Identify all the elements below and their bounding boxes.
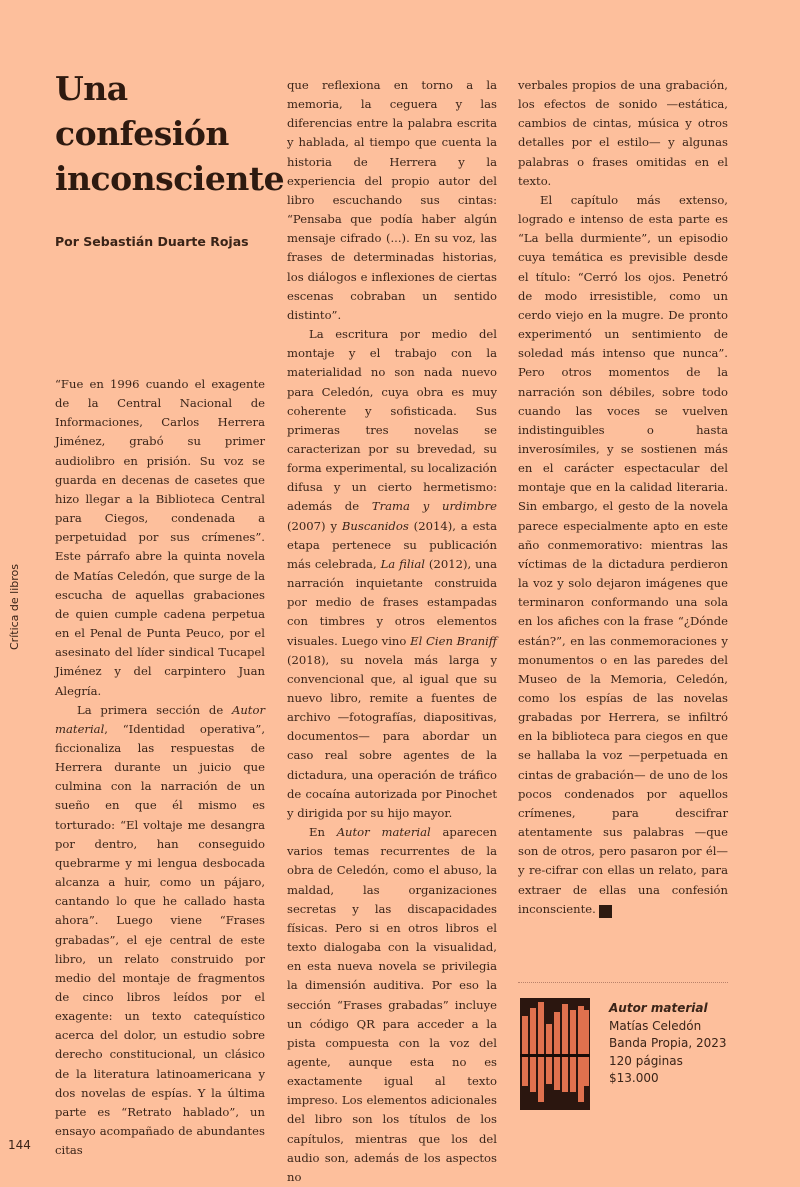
paragraph bbox=[287, 325, 497, 823]
book-info bbox=[609, 1000, 727, 1088]
page-number: 144 bbox=[8, 1138, 31, 1152]
divider bbox=[518, 982, 728, 983]
cover-bar bbox=[538, 1002, 544, 1102]
book-title-italic: Autor material bbox=[336, 825, 431, 840]
text-span: (2012), una narración inquietante construida por medio de frases estampadas con timbres y otros elementos visuales. Luego vino bbox=[287, 556, 497, 648]
paragraph: “Fue en 1996 cuando el exagente de la Central Nacional de Informaciones, Carlos Herrera Jiménez, grabó su primer audiolibro en prisión. Su voz se guarda en decenas de casetes que hizo llegar a la Biblioteca Central para Ciegos, condenada a perpetuidad por sus crímenes”. Este párrafo abre la quinta novela de Matías Celedón, que surge de la escucha de aquellas grabaciones de quien cumple cadena perpetua en el Penal de Punta Peuco, por el asesinato del líder sindical Tucapel Jiménez y del carpintero Juan Alegría. bbox=[55, 377, 265, 698]
paragraph: verbales propios de una grabación, los efectos de sonido —estática, cambios de cintas, música y otros detalles por el estilo— y algunas palabras o frases omitidas en el texto. bbox=[518, 78, 728, 188]
book-title-italic: La filial bbox=[380, 556, 425, 571]
section-label-text: Crítica de libros bbox=[8, 564, 21, 650]
cover-bar bbox=[562, 1004, 568, 1092]
article-title: Una confesión inconsciente bbox=[55, 69, 285, 198]
book-title-italic: Buscanidos bbox=[341, 518, 409, 533]
cover-line bbox=[520, 1054, 590, 1057]
text-span: El capítulo más extenso, logrado e intenso de esta parte es “La bella durmiente”, un episodio cuya temática es previsible desde el título: “Cerró los ojos. Penetró de modo irresistible, como un cerdo viejo en la mugre. De pronto experimentó un sentimiento de soledad más intenso que nunca”. Pero otros momentos de la narración son débiles, sobre todo cuando las voces se vuelven indistinguibles o hasta inverosímiles, y se sostienen más en el carácter espectacular del montaje que en la calidad literaria. Sin embargo, el gesto de la novela parece especialmente apto en este año conmemorativo: mientras las víctimas de la dictadura perdieron la voz y solo dejaron imágenes que terminaron conformando una sola en los afiches con la frase “¿Dónde están?”, en las conmemoraciones y monumentos o en las paredes del Museo de la Memoria, Celedón, como los espías de las novelas grabadas por Herrera, se infiltró en la biblioteca para ciegos en que se hallaba la voz —perpetuada en cintas de grabación— de uno de los pocos condenados por aquellos crímenes, para descifrar atentamente sus palabras —que son de otros, pero pasaron por él— y re-cifrar con ellas un relato, para extraer de ellas una confesión inconsciente. bbox=[518, 192, 728, 916]
column-1 bbox=[55, 375, 265, 1160]
book-title: Autor material bbox=[609, 1001, 708, 1015]
cover-bar bbox=[554, 1012, 560, 1090]
book-pages: 120 páginas bbox=[609, 1053, 683, 1068]
paragraph bbox=[287, 823, 497, 1187]
column-2 bbox=[287, 76, 497, 1187]
section-label bbox=[8, 530, 24, 650]
book-title-italic: Trama y urdimbre bbox=[371, 499, 497, 514]
text-span: (2018), su novela más larga y convencional que, al igual que su nuevo libro, remite a fuentes de archivo —fotografías, diapositivas, documentos— para abordar un caso real sobre agentes de la dictadura, una operación de tráfico de cocaína autorizada por Pinochet y dirigida por su hijo mayor. bbox=[287, 652, 497, 820]
book-author: Matías Celedón bbox=[609, 1018, 702, 1033]
cover-bar bbox=[584, 1010, 589, 1086]
cover-bar bbox=[522, 1016, 528, 1086]
text-span: , “Identidad operativa”, ficcionaliza las respuestas de Herrera durante un juicio que culmina con la narración de un sueño en que él mismo es torturado: “El voltaje me desangra por dentro, han conseguido quebrarme y mi lengua desbocada alcanza a huir, como un pájaro, cantando lo que he callado hasta ahora”. Luego viene “Frases grabadas”, el eje central de este libro, un relato construido por medio del montaje de fragmentos de cinco libros leídos por el exagente: un texto catequístico acerca del dolor, un estudio sobre derecho constitucional, un clásico de la literatura latinoamericana y dos novelas de espías. Y la última parte es “Retrato hablado”, un ensayo acompañado de abundantes citas bbox=[55, 721, 265, 1158]
column-3 bbox=[518, 76, 728, 919]
text-span: (2014), a esta etapa pertenece su publicación más celebrada, bbox=[287, 518, 497, 571]
paragraph bbox=[55, 701, 265, 1161]
text-span: La primera sección de bbox=[77, 702, 232, 717]
end-mark-icon: S bbox=[599, 905, 612, 918]
book-title-italic: Autor material bbox=[55, 702, 265, 736]
cover-bar bbox=[570, 1010, 576, 1092]
book-price: $13.000 bbox=[609, 1071, 659, 1085]
text-span: La escritura por medio del montaje y el trabajo con la materialidad no son nada nuevo para Celedón, cuya obra es muy coherente y sofisticada. Sus primeras tres novelas se caracterizan por su brevedad, su forma experimental, su localización difusa y un cierto hermetismo: además de bbox=[287, 327, 497, 514]
text-span: (2007) y bbox=[287, 518, 342, 533]
book-cover-image bbox=[520, 998, 590, 1110]
book-publisher: Banda Propia, 2023 bbox=[609, 1036, 727, 1050]
byline: Por Sebastián Duarte Rojas bbox=[55, 234, 249, 249]
cover-bar bbox=[530, 1008, 536, 1092]
text-span: aparecen varios temas recurrentes de la obra de Celedón, como el abuso, la maldad, las organizaciones secretas y las discapacidades físicas. Pero si en otros libros el texto dialogaba con la visualidad, en esta nueva novela se privilegia la dimensión auditiva. Por eso la sección “Frases grabadas” incluye un código QR para acceder a la pista compuesta con la voz del agente, aunque esta no es exactamente igual al texto impreso. Los elementos adicionales del libro son los títulos de los capítulos, mientras que los del audio son, además de los aspectos no bbox=[287, 825, 497, 1184]
book-title-italic: El Cien Braniff bbox=[410, 633, 498, 648]
paragraph bbox=[518, 191, 728, 919]
paragraph: que reflexiona en torno a la memoria, la ceguera y las diferencias entre la palabra escrita y hablada, al tiempo que cuenta la historia de Herrera y la experiencia del propio autor del libro escuchando sus cintas: “Pensaba que podía haber algún mensaje cifrado (...). En su voz, las frases de determinadas historias, los diálogos e inflexiones de ciertas escenas cobraban un sentido distinto”. bbox=[287, 78, 497, 322]
text-span: En bbox=[309, 825, 337, 840]
